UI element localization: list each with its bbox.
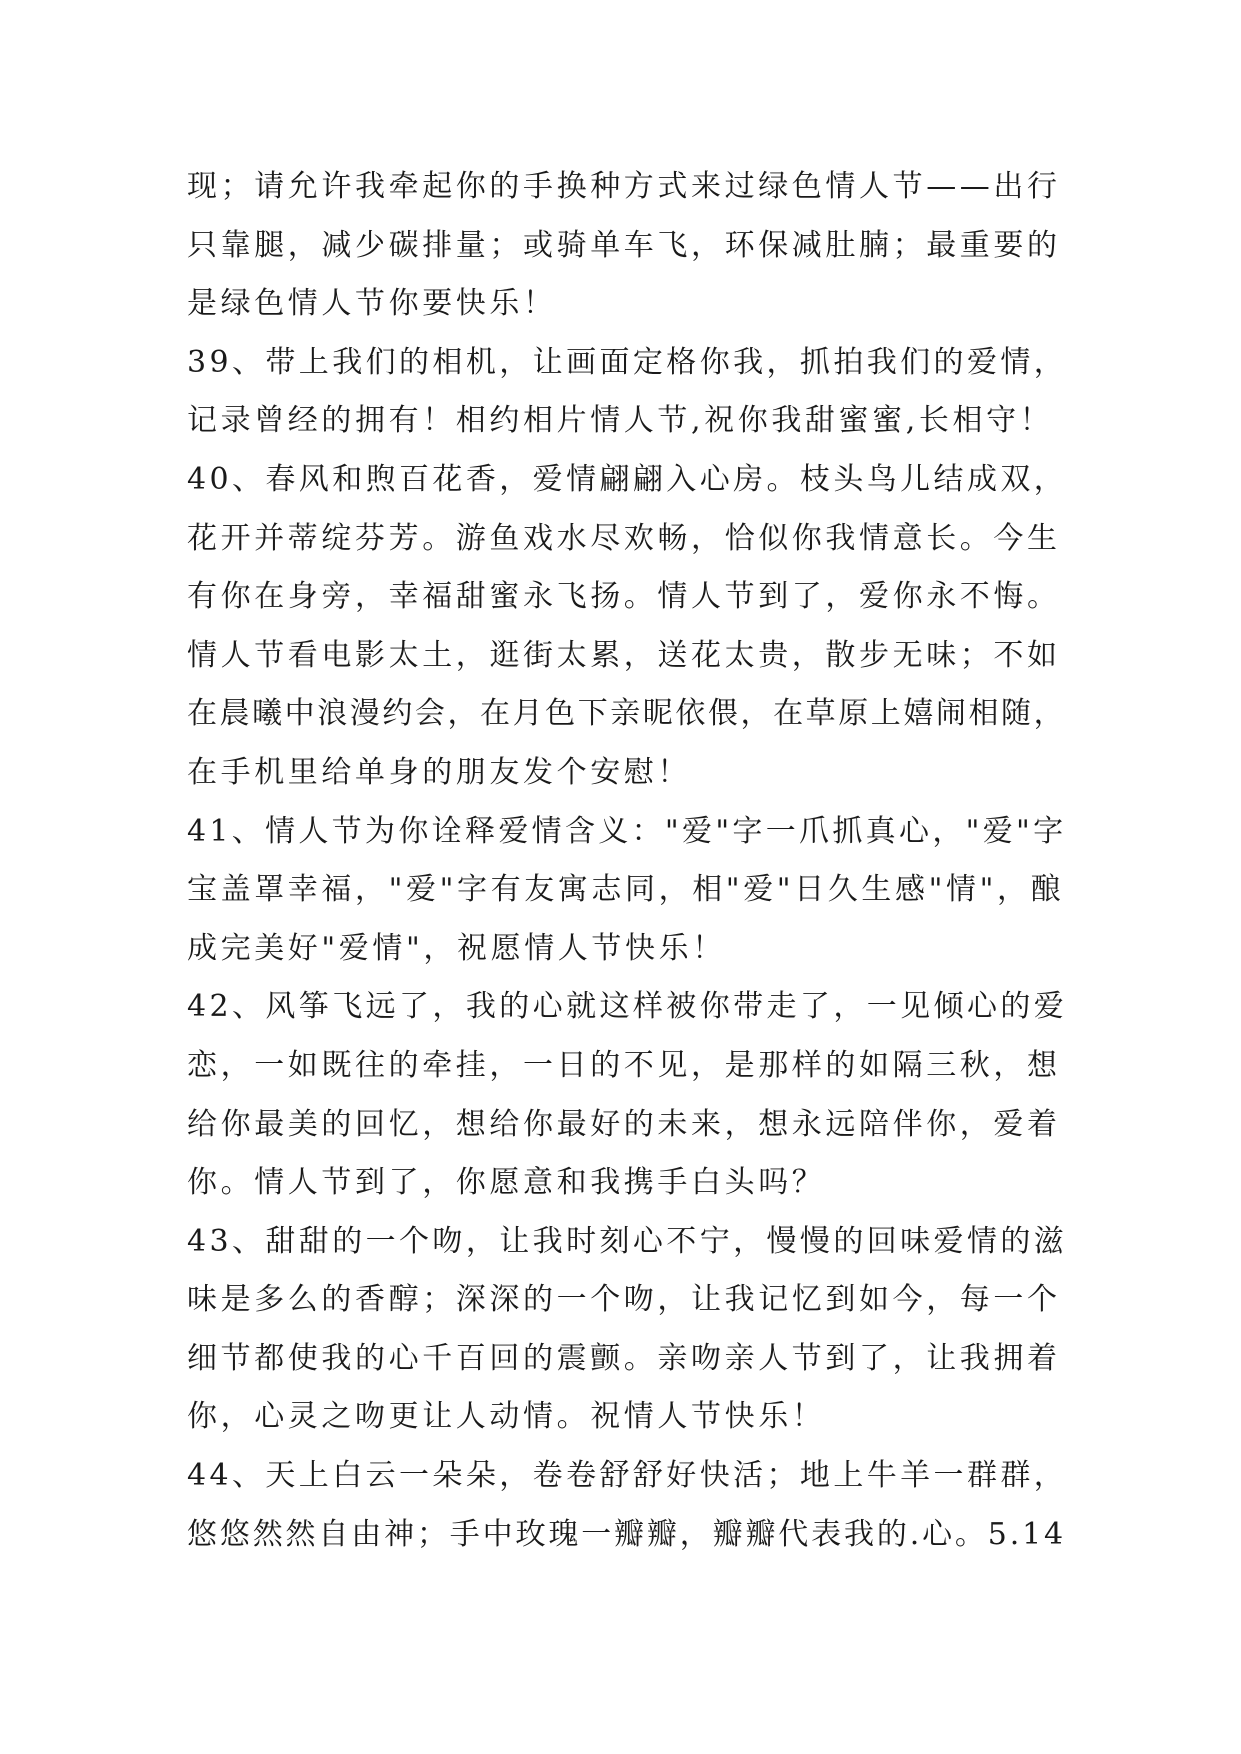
text-line: 43、甜甜的一个吻，让我时刻心不宁，慢慢的回味爱情的滋 [187, 1223, 1068, 1259]
text-line: 恋，一如既往的牵挂，一日的不见，是那样的如隔三秋，想 [187, 1047, 1061, 1083]
text-line: 花开并蒂绽芬芳。游鱼戏水尽欢畅，恰似你我情意长。今生 [187, 520, 1061, 556]
text-line: 只靠腿，减少碳排量；或骑单车飞，环保减肚腩；最重要的 [187, 227, 1061, 263]
text-line: 在手机里给单身的朋友发个安慰！ [187, 754, 691, 790]
text-line: 悠悠然然自由神；手中玫瑰一瓣瓣，瓣瓣代表我的.心。5.14 [187, 1516, 1066, 1552]
text-line: 44、天上白云一朵朵，卷卷舒舒好快活；地上牛羊一群群， [187, 1458, 1068, 1494]
text-line: 是绿色情人节你要快乐！ [187, 286, 557, 322]
text-line: 情人节看电影太土，逛街太累，送花太贵，散步无味；不如 [187, 637, 1061, 673]
text-line: 细节都使我的心千百回的震颤。亲吻亲人节到了，让我拥着 [187, 1340, 1061, 1376]
document-body [187, 158, 1067, 1564]
text-line: 40、春风和煦百花香，爱情翩翩入心房。枝头鸟儿结成双， [187, 461, 1068, 497]
text-line: 现；请允许我牵起你的手换种方式来过绿色情人节——出行 [187, 169, 1061, 204]
text-line: 39、带上我们的相机，让画面定格你我，抓拍我们的爱情， [187, 344, 1068, 380]
text-line: 41、情人节为你诠释爱情含义："爱"字一爪抓真心，"爱"字 [187, 813, 1067, 849]
text-line: 有你在身旁，幸福甜蜜永飞扬。情人节到了，爱你永不悔。 [187, 579, 1061, 615]
text-line: 给你最美的回忆，想给你最好的未来，想永远陪伴你，爱着 [187, 1106, 1061, 1142]
text-line: 你。情人节到了，你愿意和我携手白头吗？ [187, 1165, 826, 1201]
text-line: 成完美好"爱情"，祝愿情人节快乐！ [187, 930, 726, 966]
text-line: 记录曾经的拥有！相约相片情人节,祝你我甜蜜蜜,长相守！ [187, 403, 1054, 439]
text-line: 你，心灵之吻更让人动情。祝情人节快乐！ [187, 1399, 826, 1435]
text-line: 宝盖罩幸福，"爱"字有友寓志同，相"爱"日久生感"情"，酿 [187, 872, 1065, 908]
text-line: 42、风筝飞远了，我的心就这样被你带走了，一见倾心的爱 [187, 989, 1068, 1025]
text-line: 味是多么的香醇；深深的一个吻，让我记忆到如今，每一个 [187, 1282, 1061, 1318]
text-line: 在晨曦中浪漫约会，在月色下亲昵依偎，在草原上嬉闹相随， [187, 696, 1067, 732]
